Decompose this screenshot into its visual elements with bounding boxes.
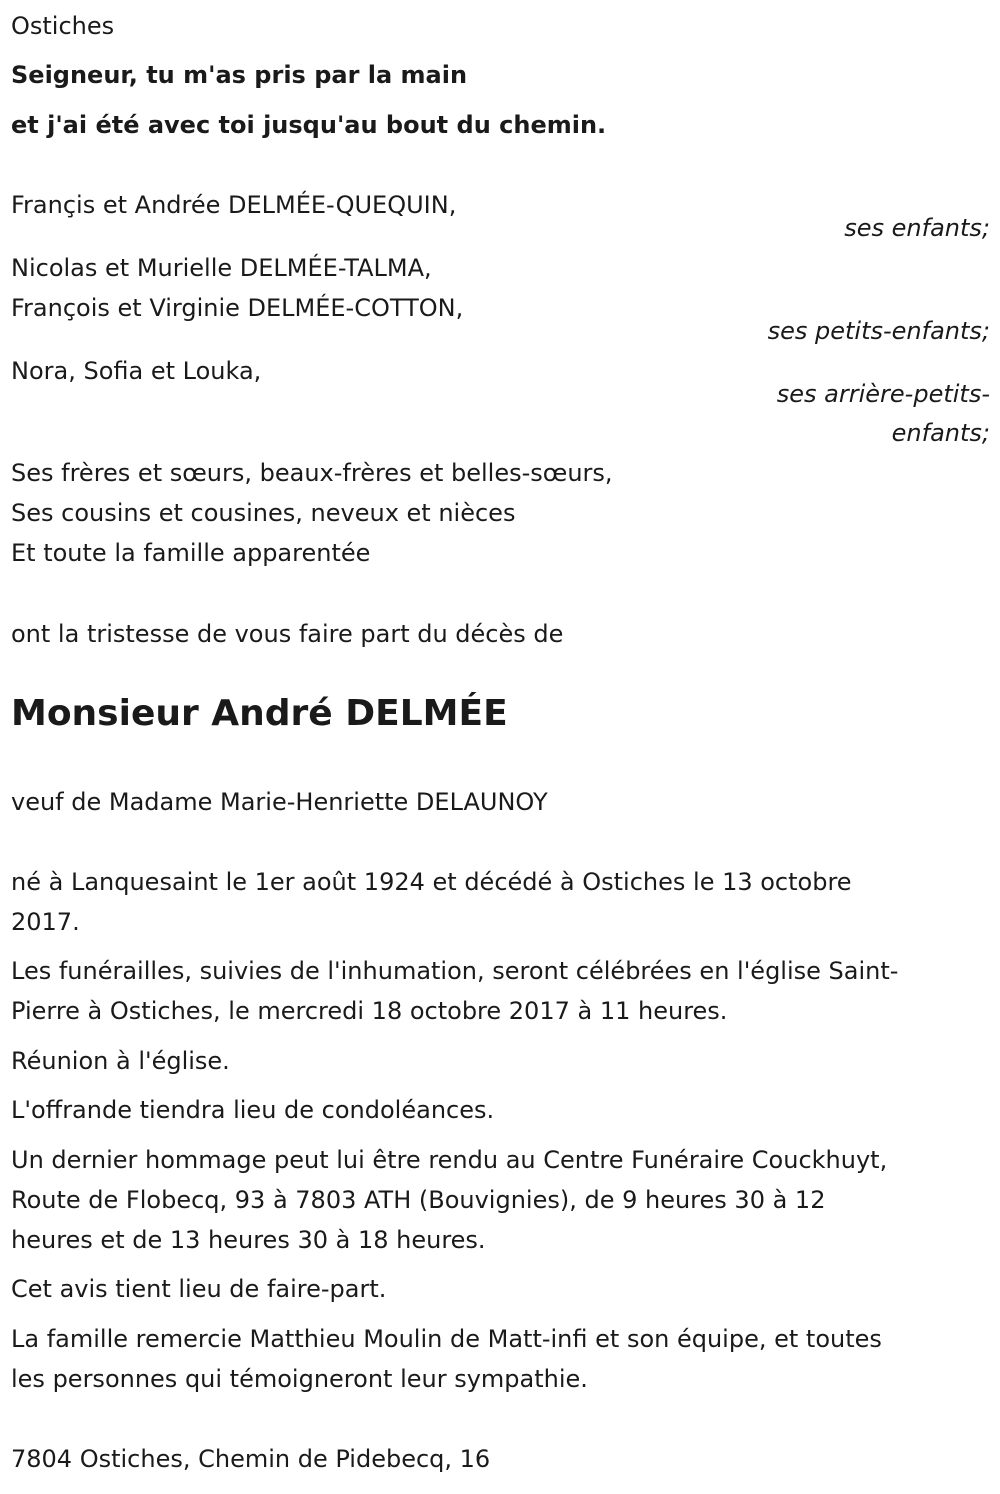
grandchildren-role: ses petits-enfants; (767, 317, 990, 345)
thanks-line-1: La famille remercie Matthieu Moulin de Matt-infi et son équipe, et toutes (11, 1325, 882, 1353)
header-place: Ostiches (11, 12, 115, 40)
others-line-1: Ses frères et sœurs, beaux-frères et belles-sœurs, (11, 459, 613, 487)
great-grandchildren-role-2: enfants; (891, 419, 990, 447)
thanks-line-2: les personnes qui témoigneront leur sympathie. (11, 1365, 588, 1393)
grandchildren-names-2: François et Virginie DELMÉE-COTTON, (11, 294, 464, 322)
funeral-line-1: Les funérailles, suivies de l'inhumation, seront célébrées en l'église Saint- (11, 957, 899, 985)
others-line-2: Ses cousins et cousines, neveux et nièces (11, 499, 516, 527)
announcement: ont la tristesse de vous faire part du décès de (11, 620, 564, 648)
great-grandchildren-role-1: ses arrière-petits- (776, 380, 990, 408)
tribute-line-3: heures et de 13 heures 30 à 18 heures. (11, 1226, 486, 1254)
children-role: ses enfants; (844, 214, 990, 242)
great-grandchildren-names: Nora, Sofia et Louka, (11, 357, 262, 385)
tribute-line-1: Un dernier hommage peut lui être rendu au Centre Funéraire Couckhuyt, (11, 1146, 888, 1174)
offering-line: L'offrande tiendra lieu de condoléances. (11, 1096, 495, 1124)
birth-line-1: né à Lanquesaint le 1er août 1924 et décédé à Ostiches le 13 octobre (11, 868, 852, 896)
quote-line-1: Seigneur, tu m'as pris par la main (11, 61, 468, 89)
meeting-line: Réunion à l'église. (11, 1047, 230, 1075)
others-line-3: Et toute la famille apparentée (11, 539, 371, 567)
birth-line-2: 2017. (11, 908, 80, 936)
grandchildren-names-1: Nicolas et Murielle DELMÉE-TALMA, (11, 254, 432, 282)
tribute-line-2: Route de Flobecq, 93 à 7803 ATH (Bouvignies), de 9 heures 30 à 12 (11, 1186, 826, 1214)
widower-line: veuf de Madame Marie-Henriette DELAUNOY (11, 788, 548, 816)
children-names: Françis et Andrée DELMÉE-QUEQUIN, (11, 191, 457, 219)
address-line: 7804 Ostiches, Chemin de Pidebecq, 16 (11, 1445, 491, 1473)
deceased-name: Monsieur André DELMÉE (11, 693, 508, 734)
notice-line: Cet avis tient lieu de faire-part. (11, 1275, 387, 1303)
quote-line-2: et j'ai été avec toi jusqu'au bout du chemin. (11, 111, 607, 139)
funeral-line-2: Pierre à Ostiches, le mercredi 18 octobre 2017 à 11 heures. (11, 997, 728, 1025)
